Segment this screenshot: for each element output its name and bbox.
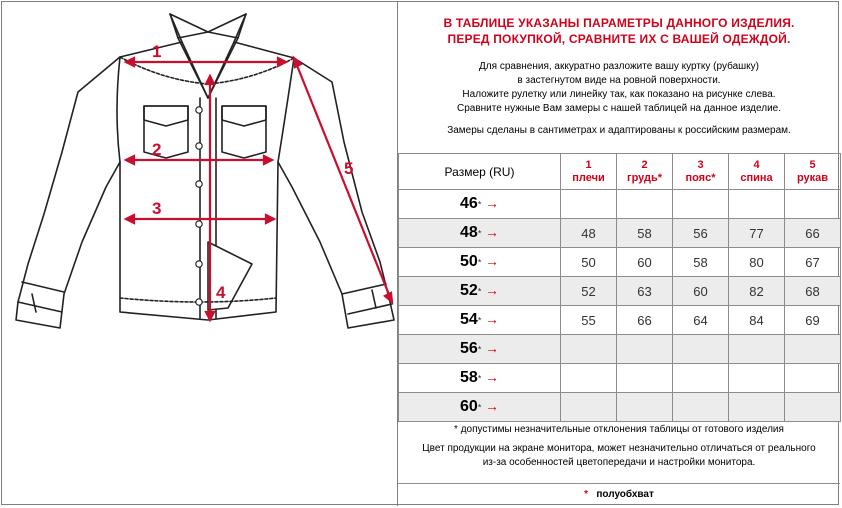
- size-chart: [1, 1, 839, 505]
- table-row: [399, 277, 841, 306]
- table-row: [399, 393, 841, 422]
- value-cell: [785, 393, 841, 422]
- header-line-1: В ТАБЛИЦЕ УКАЗАНЫ ПАРАМЕТРЫ ДАННОГО ИЗДЕЛИЯ.: [443, 16, 795, 30]
- column-header-waist: 3 пояс*: [673, 154, 729, 190]
- intro-line-1: Для сравнения, аккуратно разложите вашу куртку (рубашку): [479, 61, 759, 72]
- value-cell: 68: [785, 277, 841, 306]
- legend-star: *: [584, 489, 589, 500]
- value-cell: 82: [729, 277, 785, 306]
- table-row: [399, 248, 841, 277]
- value-cell: 48: [561, 219, 617, 248]
- value-cell: [617, 190, 673, 219]
- intro-line-4: Сравните нужные Вам замеры с нашей таблицей на данное изделие.: [456, 103, 781, 114]
- value-cell: 55: [561, 306, 617, 335]
- diagram-label-5: 5: [344, 159, 354, 178]
- footnote-line-1: * допустимы незначительные отклонения таблицы от готового изделия: [454, 424, 784, 435]
- table-row: [399, 364, 841, 393]
- diagram-label-1: 1: [152, 42, 162, 61]
- column-header-chest: 2 грудь*: [617, 154, 673, 190]
- value-cell: [673, 393, 729, 422]
- shirt-diagram-panel: [2, 2, 398, 506]
- table-row: [399, 219, 841, 248]
- table-row: [399, 335, 841, 364]
- value-cell: 66: [785, 219, 841, 248]
- diagram-label-4: 4: [216, 283, 226, 302]
- intro-line-5: Замеры сделаны в сантиметрах и адаптированы к российским размерам.: [447, 125, 791, 136]
- value-cell: 52: [561, 277, 617, 306]
- value-cell: [673, 190, 729, 219]
- value-cell: [617, 364, 673, 393]
- value-cell: [729, 335, 785, 364]
- value-cell: 67: [785, 248, 841, 277]
- value-cell: 84: [729, 306, 785, 335]
- table-row: [399, 306, 841, 335]
- diagram-label-2: 2: [152, 140, 162, 159]
- value-cell: 77: [729, 219, 785, 248]
- value-cell: [729, 190, 785, 219]
- size-column-header: Размер (RU): [399, 154, 561, 190]
- shirt-diagram-icon: [2, 2, 398, 506]
- value-cell: [785, 190, 841, 219]
- legend-strip: [398, 483, 840, 506]
- value-cell: [617, 393, 673, 422]
- value-cell: 69: [785, 306, 841, 335]
- value-cell: [729, 393, 785, 422]
- value-cell: [561, 190, 617, 219]
- intro-line-3: Наложите рулетку или линейку так, как показано на рисунке слева.: [462, 89, 776, 100]
- value-cell: [785, 335, 841, 364]
- size-cell: 58* →: [399, 364, 561, 393]
- info-panel: [398, 2, 840, 506]
- value-cell: 60: [617, 248, 673, 277]
- value-cell: [561, 364, 617, 393]
- size-cell: 60* →: [399, 393, 561, 422]
- value-cell: 60: [673, 277, 729, 306]
- value-cell: [729, 364, 785, 393]
- intro-line-2: в застегнутом виде на ровной поверхности.: [517, 75, 721, 86]
- value-cell: [561, 393, 617, 422]
- value-cell: 58: [673, 248, 729, 277]
- value-cell: [617, 335, 673, 364]
- value-cell: [561, 335, 617, 364]
- value-cell: [785, 364, 841, 393]
- size-cell: 52* →: [399, 277, 561, 306]
- diagram-label-3: 3: [152, 199, 162, 218]
- value-cell: 50: [561, 248, 617, 277]
- value-cell: 58: [617, 219, 673, 248]
- table-header-row: [399, 154, 841, 190]
- column-header-back: 4 спина: [729, 154, 785, 190]
- value-cell: 66: [617, 306, 673, 335]
- footnote-line-3: из-за особенностей цветопередачи и настройки монитора.: [482, 457, 756, 468]
- column-header-shoulders: 1 плечи: [561, 154, 617, 190]
- table-row: [399, 190, 841, 219]
- column-header-sleeve: 5 рукав: [785, 154, 841, 190]
- value-cell: [673, 364, 729, 393]
- legend-label: полуобхват: [596, 489, 654, 500]
- value-cell: 56: [673, 219, 729, 248]
- size-cell: 56* →: [399, 335, 561, 364]
- size-table: [398, 153, 841, 422]
- value-cell: 80: [729, 248, 785, 277]
- value-cell: 63: [617, 277, 673, 306]
- size-cell: 54* →: [399, 306, 561, 335]
- size-cell: 50* →: [399, 248, 561, 277]
- size-cell: 46* →: [399, 190, 561, 219]
- footnote-line-2: Цвет продукции на экране монитора, может незначительно отличаться от реального: [422, 443, 816, 454]
- value-cell: [673, 335, 729, 364]
- value-cell: 64: [673, 306, 729, 335]
- header-line-2: ПЕРЕД ПОКУПКОЙ, СРАВНИТЕ ИХ С ВАШЕЙ ОДЕЖДОЙ.: [447, 32, 791, 46]
- size-cell: 48* →: [399, 219, 561, 248]
